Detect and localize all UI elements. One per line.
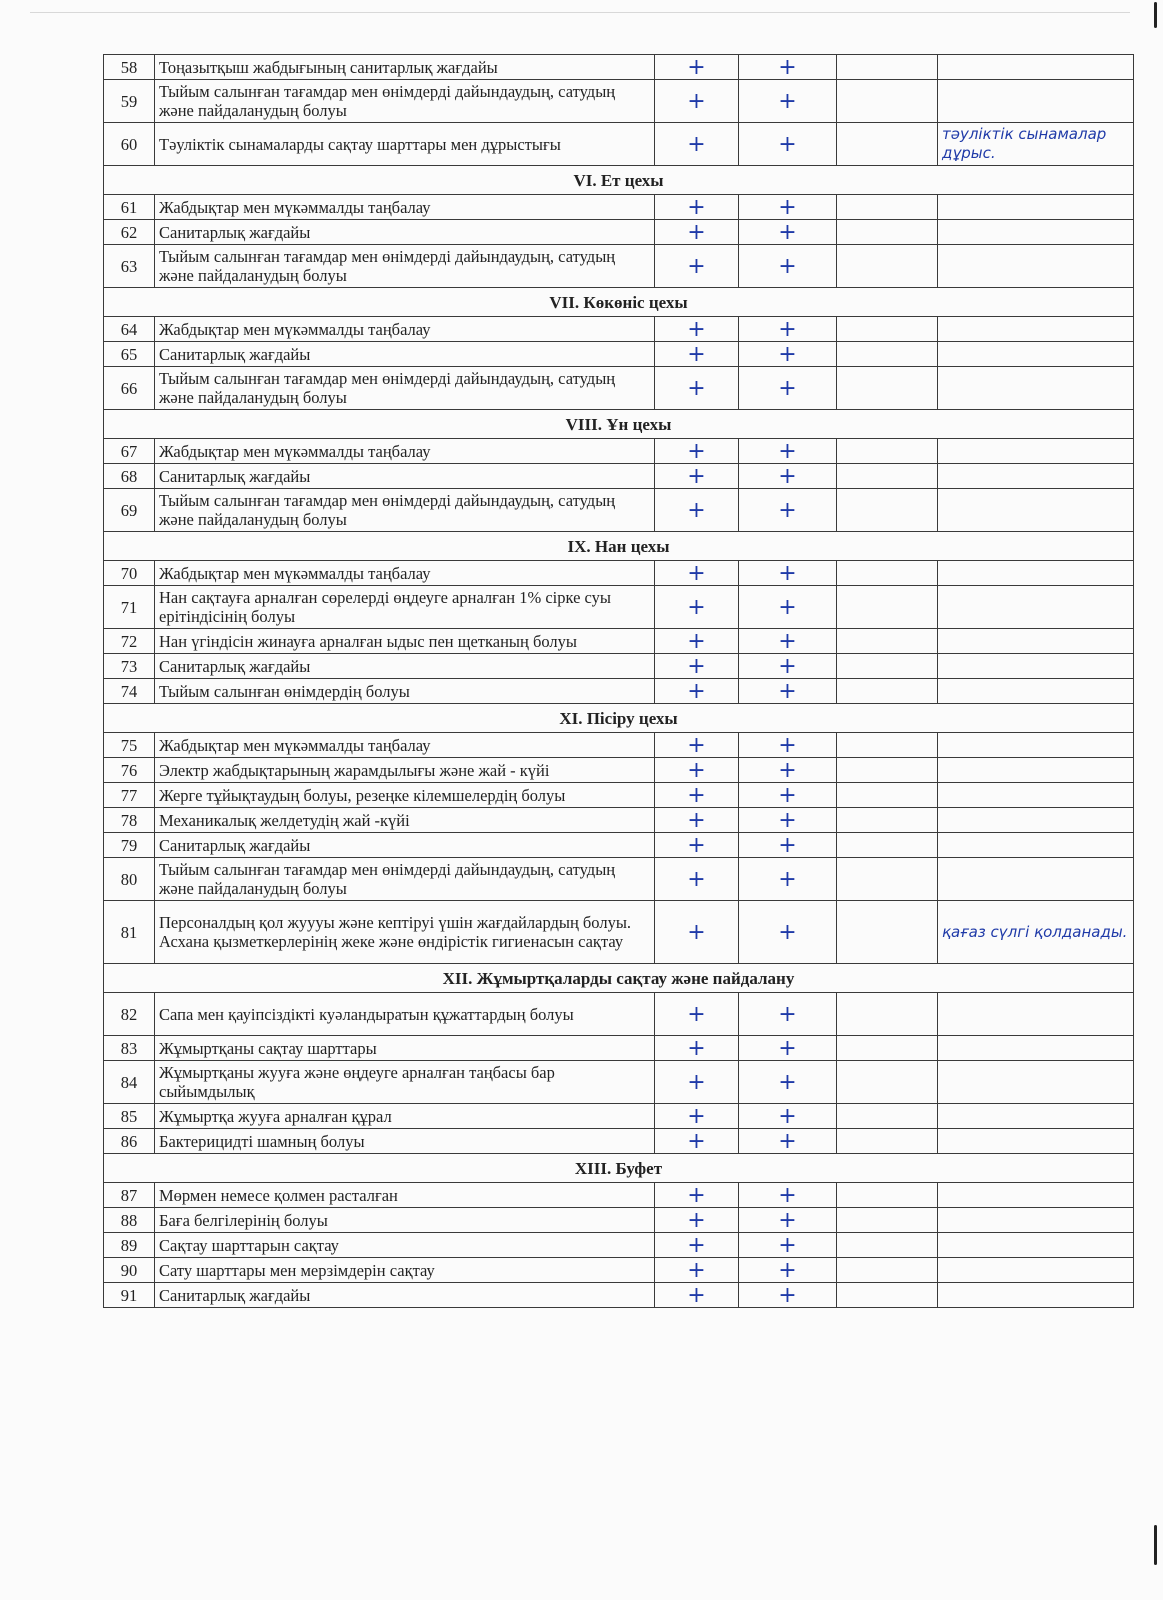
check-mark-1: + <box>655 367 739 410</box>
handwritten-note <box>938 245 1134 288</box>
row-criterion: Электр жабдықтарының жарамдылығы және жай - күйі <box>155 758 655 783</box>
section-header-row <box>104 1154 1134 1183</box>
check-mark-1: + <box>655 993 739 1036</box>
row-criterion: Нан үгіндісін жинауға арналған ыдыс пен щетканың болуы <box>155 629 655 654</box>
table-row <box>104 561 1134 586</box>
row-criterion: Жұмыртқаны сақтау шарттары <box>155 1036 655 1061</box>
handwritten-note <box>938 439 1134 464</box>
row-criterion: Санитарлық жағдайы <box>155 833 655 858</box>
check-mark-2: + <box>739 1233 837 1258</box>
handwritten-note <box>938 783 1134 808</box>
row-criterion: Тыйым салынған тағамдар мен өнімдерді дайындаудың, сатудың және пайдаланудың болуы <box>155 367 655 410</box>
handwritten-note <box>938 1129 1134 1154</box>
check-mark-1: + <box>655 245 739 288</box>
row-criterion: Жабдықтар мен мүкәммалды таңбалау <box>155 561 655 586</box>
check-mark-1: + <box>655 220 739 245</box>
check-mark-2: + <box>739 220 837 245</box>
empty-cell <box>837 123 938 166</box>
handwritten-note <box>938 342 1134 367</box>
table-row <box>104 123 1134 166</box>
empty-cell <box>837 808 938 833</box>
row-number: 65 <box>104 342 155 367</box>
table-row <box>104 833 1134 858</box>
row-criterion: Жабдықтар мен мүкәммалды таңбалау <box>155 195 655 220</box>
empty-cell <box>837 733 938 758</box>
row-criterion: Сапа мен қауіпсіздікті куәландыратын құжаттардың болуы <box>155 993 655 1036</box>
inspection-checklist-table <box>103 54 1134 1308</box>
empty-cell <box>837 833 938 858</box>
empty-cell <box>837 654 938 679</box>
section-title: VIII. Ұн цехы <box>104 410 1134 439</box>
table-row <box>104 317 1134 342</box>
handwritten-note <box>938 808 1134 833</box>
handwritten-note <box>938 1233 1134 1258</box>
table-row <box>104 1129 1134 1154</box>
check-mark-1: + <box>655 561 739 586</box>
check-mark-1: + <box>655 1104 739 1129</box>
empty-cell <box>837 1183 938 1208</box>
empty-cell <box>837 55 938 80</box>
handwritten-note <box>938 654 1134 679</box>
empty-cell <box>837 342 938 367</box>
row-number: 89 <box>104 1233 155 1258</box>
row-number: 60 <box>104 123 155 166</box>
check-mark-1: + <box>655 679 739 704</box>
check-mark-1: + <box>655 489 739 532</box>
empty-cell <box>837 80 938 123</box>
handwritten-note <box>938 833 1134 858</box>
table-row <box>104 654 1134 679</box>
check-mark-2: + <box>739 342 837 367</box>
empty-cell <box>837 1129 938 1154</box>
empty-cell <box>837 1061 938 1104</box>
section-title: VII. Көкөніс цехы <box>104 288 1134 317</box>
row-number: 63 <box>104 245 155 288</box>
row-number: 62 <box>104 220 155 245</box>
handwritten-note <box>938 1208 1134 1233</box>
check-mark-1: + <box>655 342 739 367</box>
check-mark-1: + <box>655 733 739 758</box>
check-mark-2: + <box>739 439 837 464</box>
check-mark-1: + <box>655 586 739 629</box>
check-mark-2: + <box>739 1061 837 1104</box>
check-mark-2: + <box>739 783 837 808</box>
check-mark-1: + <box>655 901 739 964</box>
row-number: 82 <box>104 993 155 1036</box>
handwritten-note <box>938 195 1134 220</box>
empty-cell <box>837 245 938 288</box>
scan-top-line <box>30 12 1130 13</box>
row-criterion: Жабдықтар мен мүкәммалды таңбалау <box>155 439 655 464</box>
check-mark-1: + <box>655 629 739 654</box>
row-criterion: Сақтау шарттарын сақтау <box>155 1233 655 1258</box>
handwritten-note <box>938 679 1134 704</box>
table-row <box>104 80 1134 123</box>
check-mark-2: + <box>739 317 837 342</box>
empty-cell <box>837 1283 938 1308</box>
row-criterion: Тәуліктік сынамаларды сақтау шарттары мен дұрыстығы <box>155 123 655 166</box>
empty-cell <box>837 464 938 489</box>
empty-cell <box>837 1104 938 1129</box>
row-number: 76 <box>104 758 155 783</box>
empty-cell <box>837 1258 938 1283</box>
check-mark-2: + <box>739 561 837 586</box>
row-criterion: Тыйым салынған тағамдар мен өнімдерді дайындаудың, сатудың және пайдаланудың болуы <box>155 245 655 288</box>
check-mark-1: + <box>655 783 739 808</box>
handwritten-note <box>938 55 1134 80</box>
check-mark-1: + <box>655 833 739 858</box>
handwritten-note <box>938 1183 1134 1208</box>
table-row <box>104 1183 1134 1208</box>
handwritten-note <box>938 1104 1134 1129</box>
row-number: 88 <box>104 1208 155 1233</box>
section-title: XII. Жұмыртқаларды сақтау және пайдалану <box>104 964 1134 993</box>
row-number: 87 <box>104 1183 155 1208</box>
check-mark-2: + <box>739 80 837 123</box>
table-row <box>104 733 1134 758</box>
check-mark-2: + <box>739 1036 837 1061</box>
section-title: XI. Пісіру цехы <box>104 704 1134 733</box>
check-mark-1: + <box>655 1183 739 1208</box>
row-criterion: Тыйым салынған тағамдар мен өнімдерді дайындаудың, сатудың және пайдаланудың болуы <box>155 80 655 123</box>
table-row <box>104 1208 1134 1233</box>
check-mark-1: + <box>655 123 739 166</box>
row-number: 69 <box>104 489 155 532</box>
row-number: 72 <box>104 629 155 654</box>
row-criterion: Тыйым салынған өнімдердің болуы <box>155 679 655 704</box>
row-number: 85 <box>104 1104 155 1129</box>
handwritten-note <box>938 758 1134 783</box>
check-mark-1: + <box>655 758 739 783</box>
section-header-row <box>104 964 1134 993</box>
handwritten-note <box>938 220 1134 245</box>
row-criterion: Механикалық желдетудің жай -күйі <box>155 808 655 833</box>
handwritten-note <box>938 317 1134 342</box>
table-row <box>104 195 1134 220</box>
check-mark-2: + <box>739 833 837 858</box>
handwritten-note <box>938 733 1134 758</box>
table-row <box>104 679 1134 704</box>
table-row <box>104 901 1134 964</box>
table-row <box>104 586 1134 629</box>
check-mark-1: + <box>655 1258 739 1283</box>
row-criterion: Санитарлық жағдайы <box>155 464 655 489</box>
row-number: 81 <box>104 901 155 964</box>
check-mark-2: + <box>739 1129 837 1154</box>
check-mark-1: + <box>655 808 739 833</box>
row-number: 77 <box>104 783 155 808</box>
check-mark-1: + <box>655 858 739 901</box>
check-mark-2: + <box>739 245 837 288</box>
check-mark-1: + <box>655 195 739 220</box>
empty-cell <box>837 220 938 245</box>
row-number: 90 <box>104 1258 155 1283</box>
row-number: 66 <box>104 367 155 410</box>
empty-cell <box>837 195 938 220</box>
row-criterion: Тыйым салынған тағамдар мен өнімдерді дайындаудың, сатудың және пайдаланудың болуы <box>155 489 655 532</box>
empty-cell <box>837 367 938 410</box>
handwritten-note <box>938 1283 1134 1308</box>
check-mark-1: + <box>655 439 739 464</box>
row-criterion: Жұмыртқа жууға арналған құрал <box>155 1104 655 1129</box>
table-row <box>104 783 1134 808</box>
empty-cell <box>837 489 938 532</box>
handwritten-note <box>938 367 1134 410</box>
check-mark-2: + <box>739 464 837 489</box>
table-row <box>104 55 1134 80</box>
row-number: 84 <box>104 1061 155 1104</box>
section-header-row <box>104 288 1134 317</box>
section-header-row <box>104 410 1134 439</box>
check-mark-1: + <box>655 80 739 123</box>
empty-cell <box>837 901 938 964</box>
handwritten-note <box>938 464 1134 489</box>
section-title: VI. Ет цехы <box>104 166 1134 195</box>
empty-cell <box>837 1233 938 1258</box>
row-criterion: Санитарлық жағдайы <box>155 654 655 679</box>
check-mark-2: + <box>739 1208 837 1233</box>
section-header-row <box>104 532 1134 561</box>
check-mark-2: + <box>739 901 837 964</box>
table-row <box>104 1104 1134 1129</box>
handwritten-note <box>938 993 1134 1036</box>
check-mark-2: + <box>739 1104 837 1129</box>
handwritten-note <box>938 586 1134 629</box>
row-number: 68 <box>104 464 155 489</box>
table-row <box>104 758 1134 783</box>
table-row <box>104 629 1134 654</box>
row-number: 74 <box>104 679 155 704</box>
row-number: 78 <box>104 808 155 833</box>
row-criterion: Сату шарттары мен мерзімдерін сақтау <box>155 1258 655 1283</box>
handwritten-note: қағаз сүлгі қолданады. <box>938 901 1134 964</box>
table-row <box>104 1258 1134 1283</box>
row-criterion: Санитарлық жағдайы <box>155 220 655 245</box>
empty-cell <box>837 758 938 783</box>
row-number: 80 <box>104 858 155 901</box>
handwritten-note <box>938 1036 1134 1061</box>
row-number: 73 <box>104 654 155 679</box>
row-number: 70 <box>104 561 155 586</box>
row-criterion: Жабдықтар мен мүкәммалды таңбалау <box>155 733 655 758</box>
check-mark-1: + <box>655 654 739 679</box>
row-number: 58 <box>104 55 155 80</box>
empty-cell <box>837 993 938 1036</box>
check-mark-1: + <box>655 1061 739 1104</box>
row-number: 71 <box>104 586 155 629</box>
scan-edge-mark <box>1154 2 1157 28</box>
table-row <box>104 993 1134 1036</box>
row-criterion: Тыйым салынған тағамдар мен өнімдерді дайындаудың, сатудың және пайдаланудың болуы <box>155 858 655 901</box>
scan-edge-mark <box>1154 1525 1157 1565</box>
check-mark-2: + <box>739 195 837 220</box>
check-mark-2: + <box>739 629 837 654</box>
row-number: 59 <box>104 80 155 123</box>
section-title: IX. Нан цехы <box>104 532 1134 561</box>
table-row <box>104 342 1134 367</box>
check-mark-1: + <box>655 1208 739 1233</box>
empty-cell <box>837 586 938 629</box>
row-number: 91 <box>104 1283 155 1308</box>
section-header-row <box>104 704 1134 733</box>
row-criterion: Жабдықтар мен мүкәммалды таңбалау <box>155 317 655 342</box>
row-number: 64 <box>104 317 155 342</box>
check-mark-1: + <box>655 1283 739 1308</box>
check-mark-2: + <box>739 808 837 833</box>
check-mark-2: + <box>739 1283 837 1308</box>
row-criterion: Персоналдың қол жуууы және кептіруі үшін жағдайлардың болуы. Асхана қызметкерлерінің жеке және өндірістік гигиенасын сақтау <box>155 901 655 964</box>
check-mark-2: + <box>739 123 837 166</box>
check-mark-1: + <box>655 317 739 342</box>
check-mark-2: + <box>739 367 837 410</box>
row-criterion: Нан сақтауға арналған сөрелерді өңдеуге арналған 1% сірке суы ерітіндісінің болуы <box>155 586 655 629</box>
check-mark-1: + <box>655 55 739 80</box>
check-mark-2: + <box>739 489 837 532</box>
empty-cell <box>837 783 938 808</box>
row-criterion: Санитарлық жағдайы <box>155 1283 655 1308</box>
empty-cell <box>837 1208 938 1233</box>
table-row <box>104 439 1134 464</box>
empty-cell <box>837 439 938 464</box>
row-criterion: Мөрмен немесе қолмен расталған <box>155 1183 655 1208</box>
empty-cell <box>837 561 938 586</box>
handwritten-note <box>938 80 1134 123</box>
handwritten-note <box>938 561 1134 586</box>
handwritten-note <box>938 629 1134 654</box>
table-row <box>104 1233 1134 1258</box>
section-header-row <box>104 166 1134 195</box>
check-mark-2: + <box>739 758 837 783</box>
section-title: XIII. Буфет <box>104 1154 1134 1183</box>
empty-cell <box>837 679 938 704</box>
row-criterion: Жерге тұйықтаудың болуы, резеңке кілемшелердің болуы <box>155 783 655 808</box>
handwritten-note: тәуліктік сынамалар дұрыс. <box>938 123 1134 166</box>
check-mark-2: + <box>739 586 837 629</box>
check-mark-2: + <box>739 993 837 1036</box>
row-number: 86 <box>104 1129 155 1154</box>
row-criterion: Бактерицидті шамның болуы <box>155 1129 655 1154</box>
row-criterion: Жұмыртқаны жууға және өңдеуге арналған таңбасы бар сыйымдылық <box>155 1061 655 1104</box>
handwritten-note <box>938 1061 1134 1104</box>
check-mark-2: + <box>739 1258 837 1283</box>
empty-cell <box>837 317 938 342</box>
table-row <box>104 489 1134 532</box>
empty-cell <box>837 1036 938 1061</box>
check-mark-2: + <box>739 1183 837 1208</box>
handwritten-note <box>938 858 1134 901</box>
row-criterion: Баға белгілерінің болуы <box>155 1208 655 1233</box>
handwritten-note <box>938 1258 1134 1283</box>
empty-cell <box>837 629 938 654</box>
table-row <box>104 808 1134 833</box>
check-mark-1: + <box>655 1233 739 1258</box>
table-row <box>104 464 1134 489</box>
row-number: 79 <box>104 833 155 858</box>
table-row <box>104 1061 1134 1104</box>
table-row <box>104 220 1134 245</box>
row-number: 67 <box>104 439 155 464</box>
row-number: 83 <box>104 1036 155 1061</box>
table-row <box>104 245 1134 288</box>
empty-cell <box>837 858 938 901</box>
row-number: 61 <box>104 195 155 220</box>
check-mark-2: + <box>739 654 837 679</box>
row-criterion: Санитарлық жағдайы <box>155 342 655 367</box>
row-number: 75 <box>104 733 155 758</box>
table-row <box>104 1036 1134 1061</box>
table-row <box>104 858 1134 901</box>
check-mark-1: + <box>655 1129 739 1154</box>
check-mark-2: + <box>739 679 837 704</box>
table-row <box>104 367 1134 410</box>
check-mark-2: + <box>739 733 837 758</box>
check-mark-2: + <box>739 858 837 901</box>
table-row <box>104 1283 1134 1308</box>
check-mark-1: + <box>655 1036 739 1061</box>
handwritten-note <box>938 489 1134 532</box>
check-mark-2: + <box>739 55 837 80</box>
check-mark-1: + <box>655 464 739 489</box>
row-criterion: Тоңазытқыш жабдығының санитарлық жағдайы <box>155 55 655 80</box>
